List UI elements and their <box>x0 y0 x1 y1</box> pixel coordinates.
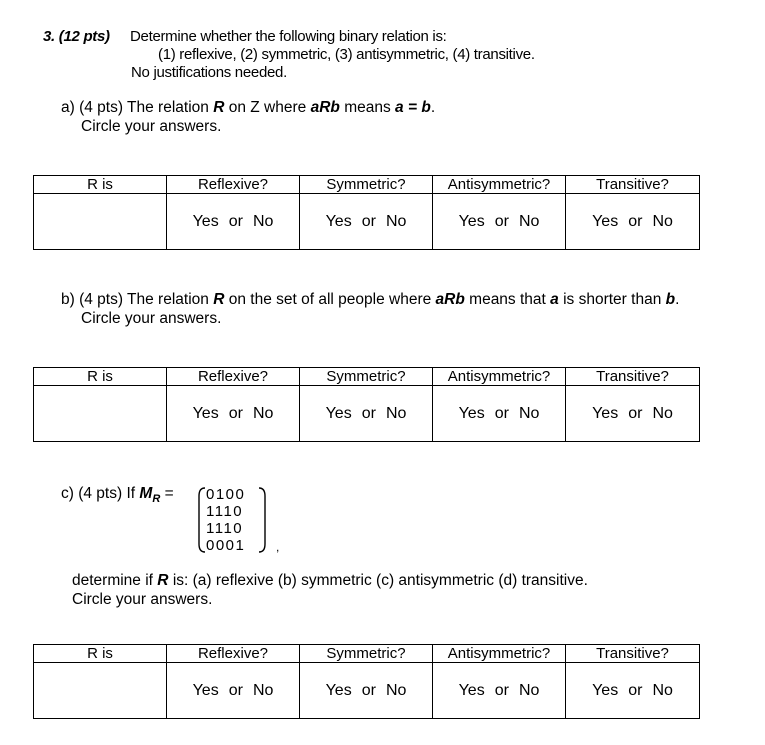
header-symmetric: Symmetric? <box>300 176 433 194</box>
header-reflexive: Reflexive? <box>167 368 300 386</box>
header-transitive: Transitive? <box>566 176 700 194</box>
symmetric-choice[interactable]: Yes or No <box>300 386 433 442</box>
table-header-row <box>34 645 700 663</box>
problem-note: No justifications needed. <box>131 64 287 81</box>
part-a-instruction: Circle your answers. <box>81 118 222 135</box>
matrix-rows <box>206 486 245 554</box>
problem-points: (12 pts) <box>58 28 110 45</box>
header-r-is: R is <box>34 176 167 194</box>
matrix-row: 1110 <box>206 503 244 520</box>
transitive-choice[interactable]: Yes or No <box>566 194 700 250</box>
reflexive-choice[interactable]: Yes or No <box>167 194 300 250</box>
symmetric-choice[interactable]: Yes or No <box>300 194 433 250</box>
transitive-choice[interactable]: Yes or No <box>566 386 700 442</box>
antisymmetric-choice[interactable]: Yes or No <box>433 663 566 719</box>
header-reflexive: Reflexive? <box>167 176 300 194</box>
header-antisymmetric: Antisymmetric? <box>433 368 566 386</box>
matrix-comma: , <box>276 540 280 554</box>
header-reflexive: Reflexive? <box>167 645 300 663</box>
part-a-prompt: a) (4 pts) The relation R on Z where aRb means a = b. <box>61 99 436 116</box>
relation-matrix <box>196 485 268 555</box>
header-r-is: R is <box>34 645 167 663</box>
table-header-row <box>34 176 700 194</box>
problem-header <box>43 28 110 45</box>
header-antisymmetric: Antisymmetric? <box>433 176 566 194</box>
r-is-cell <box>34 663 167 719</box>
matrix-row: 0100 <box>206 486 246 503</box>
part-c-prompt: c) (4 pts) If $M_R$ = <box>61 485 174 505</box>
antisymmetric-choice[interactable]: Yes or No <box>433 386 566 442</box>
part-c-instruction: Circle your answers. <box>72 591 213 608</box>
header-antisymmetric: Antisymmetric? <box>433 645 566 663</box>
r-is-cell <box>34 194 167 250</box>
answer-table-b <box>33 367 700 442</box>
table-header-row <box>34 368 700 386</box>
r-is-cell <box>34 386 167 442</box>
transitive-choice[interactable]: Yes or No <box>566 663 700 719</box>
header-symmetric: Symmetric? <box>300 368 433 386</box>
matrix-row: 0001 <box>206 537 246 554</box>
problem-intro: Determine whether the following binary relation is: <box>130 28 447 45</box>
table-answer-row <box>34 386 700 442</box>
problem-number: 3. <box>43 28 55 45</box>
header-r-is: R is <box>34 368 167 386</box>
part-b-instruction: Circle your answers. <box>81 310 222 327</box>
antisymmetric-choice[interactable]: Yes or No <box>433 194 566 250</box>
part-c-determine: determine if R is: (a) reflexive (b) symmetric (c) antisymmetric (d) transitive. <box>72 572 588 589</box>
header-symmetric: Symmetric? <box>300 645 433 663</box>
header-transitive: Transitive? <box>566 368 700 386</box>
answer-table-a <box>33 175 700 250</box>
reflexive-choice[interactable]: Yes or No <box>167 386 300 442</box>
matrix-row: 1110 <box>206 520 244 537</box>
header-transitive: Transitive? <box>566 645 700 663</box>
reflexive-choice[interactable]: Yes or No <box>167 663 300 719</box>
part-b-prompt: b) (4 pts) The relation R on the set of all people where aRb means that a is shorter than b. <box>61 291 680 308</box>
table-answer-row <box>34 194 700 250</box>
properties-line: (1) reflexive, (2) symmetric, (3) antisymmetric, (4) transitive. <box>158 46 535 63</box>
symmetric-choice[interactable]: Yes or No <box>300 663 433 719</box>
table-answer-row <box>34 663 700 719</box>
answer-table-c <box>33 644 700 719</box>
